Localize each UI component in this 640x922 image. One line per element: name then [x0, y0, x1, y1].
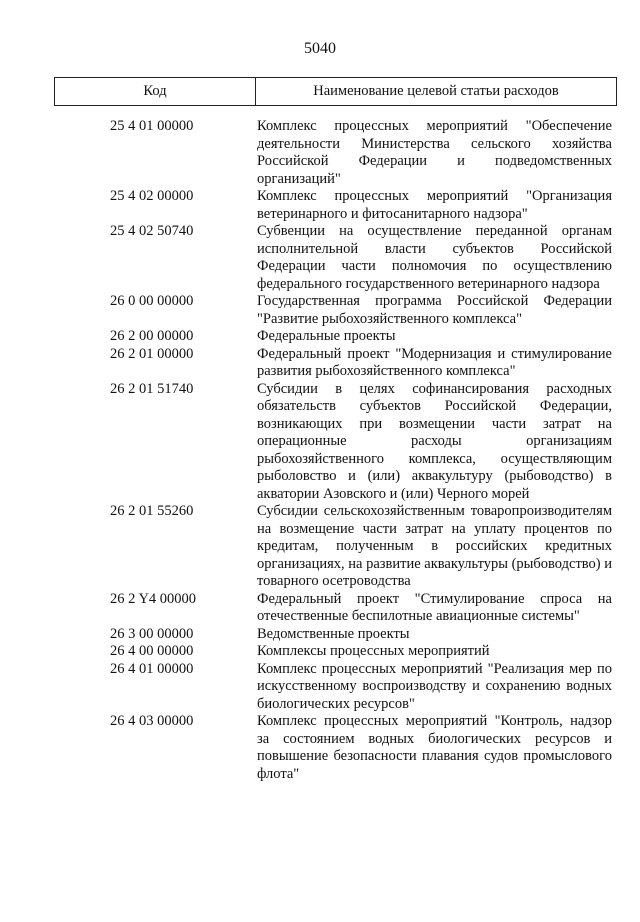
row-name: Субсидии в целях софинансирования расходных обязательств субъектов Российской Федерации, возникающих при возмещении части затрат на операционные расходы организациям рыбохозяйственного комплекса, осуществляющим рыболовство и (или) аквакультуру (рыбоводство) в акватории Азовского и (или) Черного морей	[257, 380, 612, 502]
table-row	[0, 381, 640, 504]
table-row	[0, 591, 640, 626]
header-code: Код	[55, 78, 256, 105]
row-code: 26 3 00 00000	[110, 625, 194, 642]
table-row	[0, 328, 640, 346]
row-code: 26 4 00 00000	[110, 643, 194, 659]
page-number: 5040	[304, 40, 336, 57]
row-code: 26 4 01 00000	[110, 660, 194, 677]
table-row	[0, 118, 640, 188]
row-name: Федеральные проекты	[257, 328, 396, 344]
table-row	[0, 293, 640, 328]
table-body	[0, 118, 640, 783]
table-row	[0, 661, 640, 714]
table-row	[0, 188, 640, 223]
row-code: 26 2 01 55260	[110, 503, 194, 519]
row-code: 26 2 01 00000	[110, 345, 194, 362]
table-row	[0, 713, 640, 783]
row-name: Федеральный проект "Модернизация и стимулирование развития рыбохозяйственного комплекса"	[257, 345, 612, 379]
row-code: 26 2 00 00000	[110, 328, 194, 344]
row-code: 25 4 01 00000	[110, 118, 194, 134]
table-row	[0, 643, 640, 661]
row-name: Ведомственные проекты	[257, 625, 410, 642]
row-code: 26 0 00 00000	[110, 293, 194, 309]
table-row	[0, 626, 640, 644]
row-name: Субсидии сельскохозяйственным товаропроизводителям на возмещение части затрат на уплату процентов по кредитам, полученным в российских кредитных организациях, на развитие аквакультуры (рыбоводство) и товарного осетроводства	[257, 503, 612, 589]
table-row	[0, 223, 640, 293]
row-code: 25 4 02 50740	[110, 223, 194, 239]
table-header	[54, 77, 617, 106]
row-code: 26 2 Y4 00000	[110, 590, 197, 607]
row-name: Государственная программа Российской Федерации "Развитие рыбохозяйственного комплекса"	[257, 293, 612, 327]
row-name: Комплексы процессных мероприятий	[257, 643, 490, 659]
row-name: Комплекс процессных мероприятий "Реализация мер по искусственному воспроизводству и сохранению водных биологических ресурсов"	[257, 660, 612, 712]
row-name: Субвенции на осуществление переданной органам исполнительной власти субъектов Российской Федерации части полномочия по осуществлению федерального государственного ветеринарного надзора	[257, 223, 612, 292]
row-name: Комплекс процессных мероприятий "Обеспечение деятельности Министерства сельского хозяйства Российской Федерации и подведомственных организаций"	[257, 118, 612, 187]
row-code: 26 4 03 00000	[110, 713, 194, 729]
row-code: 26 2 01 51740	[110, 380, 194, 397]
row-name: Федеральный проект "Стимулирование спроса на отечественные беспилотные авиационные системы"	[257, 590, 612, 624]
row-name: Комплекс процессных мероприятий "Организация ветеринарного и фитосанитарного надзора"	[257, 188, 612, 222]
row-name: Комплекс процессных мероприятий "Контроль, надзор за состоянием водных биологических ресурсов и повышение безопасности плавания судов промыслового флота"	[257, 713, 612, 782]
header-name: Наименование целевой статьи расходов	[313, 83, 559, 99]
row-code: 25 4 02 00000	[110, 188, 194, 204]
table-row	[0, 503, 640, 591]
table-row	[0, 346, 640, 381]
